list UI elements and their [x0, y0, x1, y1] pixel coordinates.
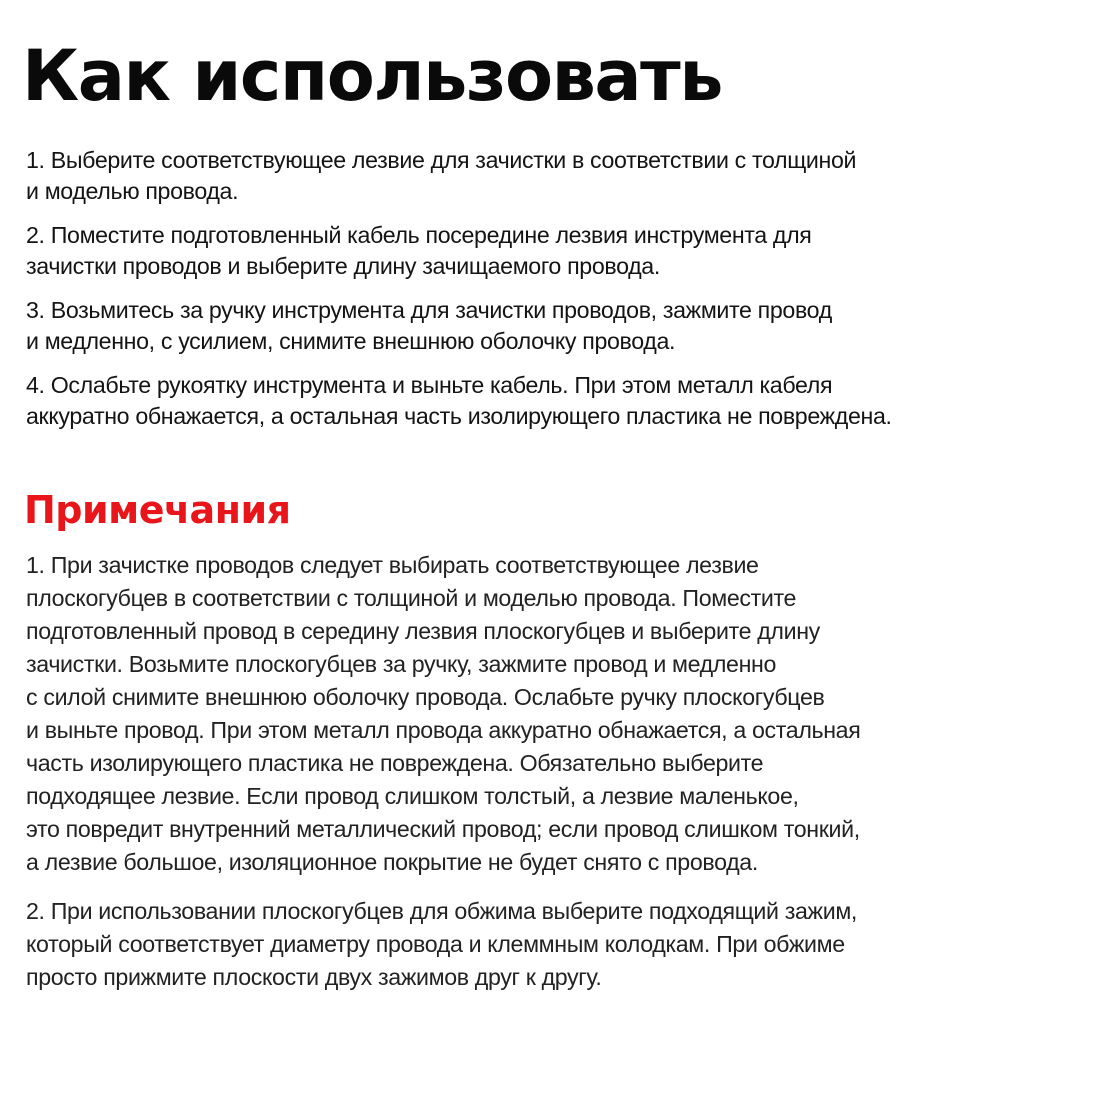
page-title: Как использовать [22, 35, 722, 117]
text-line: зачистки проводов и выберите длину зачищаемого провода. [26, 253, 660, 279]
text-line: 2. При использовании плоскогубцев для обжима выберите подходящий зажим, [26, 898, 858, 924]
text-line: аккуратно обнажается, а остальная часть изолирующего пластика не повреждена. [26, 403, 892, 429]
text-line: и выньте провод. При этом металл провода аккуратно обнажается, а остальная [26, 717, 861, 743]
text-line: 1. Выберите соответствующее лезвие для зачистки в соответствии с толщиной [26, 147, 857, 173]
note-paragraph [26, 549, 1092, 879]
usage-step [26, 145, 1092, 207]
text-line: а лезвие большое, изоляционное покрытие не будет снято с провода. [26, 849, 758, 875]
text-line: 2. Поместите подготовленный кабель посередине лезвия инструмента для [26, 222, 812, 248]
text-line: это повредит внутренний металлический провод; если провод слишком тонкий, [26, 816, 860, 842]
text-line: подходящее лезвие. Если провод слишком толстый, а лезвие маленькое, [26, 783, 799, 809]
notes-section [26, 549, 1092, 1010]
notes-heading: Примечания [24, 488, 291, 532]
note-paragraph [26, 895, 1092, 994]
text-line: часть изолирующего пластика не повреждена. Обязательно выберите [26, 750, 764, 776]
text-line: и моделью провода. [26, 178, 239, 204]
usage-step [26, 295, 1092, 357]
text-line: подготовленный провод в середину лезвия плоскогубцев и выберите длину [26, 618, 820, 644]
usage-step [26, 370, 1092, 432]
text-line: и медленно, с усилием, снимите внешнюю оболочку провода. [26, 328, 676, 354]
text-line: 4. Ослабьте рукоятку инструмента и выньте кабель. При этом металл кабеля [26, 372, 833, 398]
text-line: зачистки. Возьмите плоскогубцев за ручку, зажмите провод и медленно [26, 651, 777, 677]
text-line: 3. Возьмитесь за ручку инструмента для зачистки проводов, зажмите провод [26, 297, 832, 323]
text-line: с силой снимите внешнюю оболочку провода. Ослабьте ручку плоскогубцев [26, 684, 825, 710]
text-line: который соответствует диаметру провода и клеммным колодкам. При обжиме [26, 931, 845, 957]
text-line: плоскогубцев в соответствии с толщиной и моделью провода. Поместите [26, 585, 797, 611]
usage-step [26, 220, 1092, 282]
text-line: просто прижмите плоскости двух зажимов друг к другу. [26, 964, 602, 990]
text-line: 1. При зачистке проводов следует выбирать соответствующее лезвие [26, 552, 759, 578]
usage-steps [26, 145, 1092, 445]
